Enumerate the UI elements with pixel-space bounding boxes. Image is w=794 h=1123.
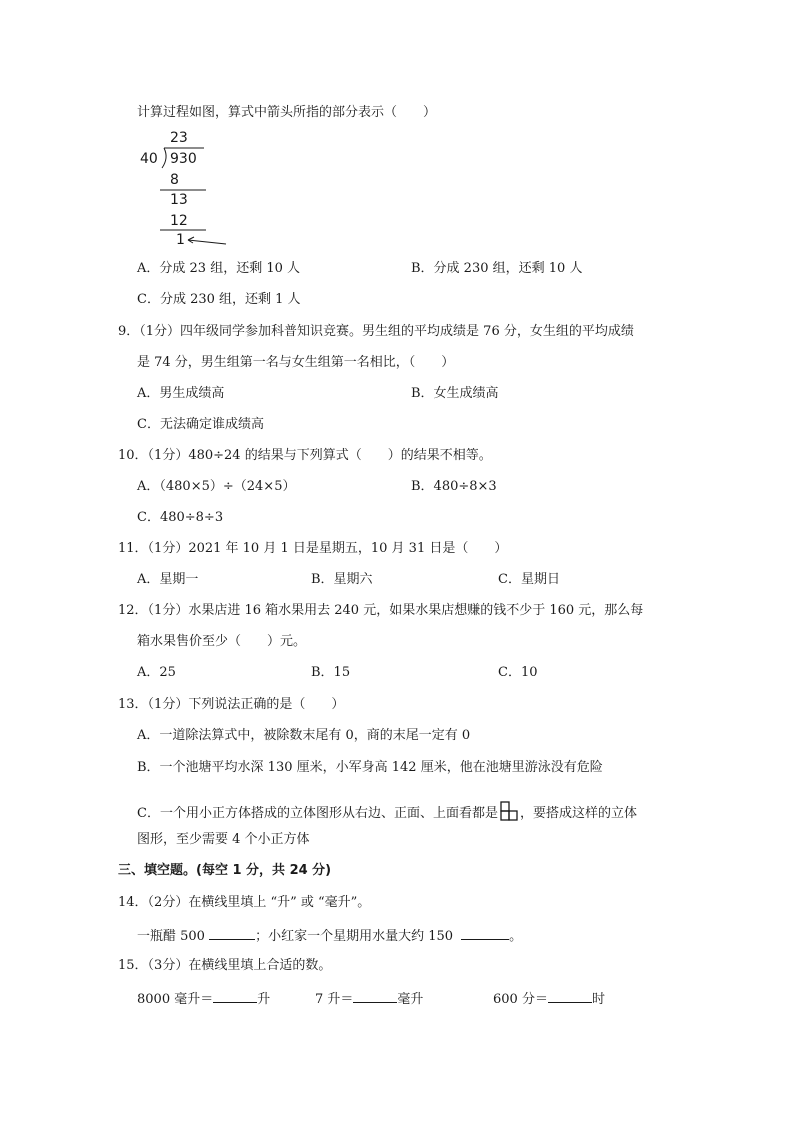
q15-item-b	[315, 990, 423, 1008]
q15-c-prefix: 600 分＝	[493, 992, 548, 1007]
remainder: 1	[176, 232, 185, 248]
q10-option-c[interactable]: C．480÷8÷3	[137, 510, 224, 525]
q11-option-a[interactable]: A．星期一	[137, 572, 199, 587]
dividend: 930	[170, 151, 197, 167]
cube-view-icon	[500, 801, 518, 821]
q8-option-c[interactable]: C．分成 230 组，还剩 1 人	[137, 292, 301, 307]
step-product-1: 8	[170, 172, 179, 188]
q11-stem: 11．（1分）2021 年 10 月 1 日是星期五，10 月 31 日是（ ）	[118, 541, 508, 556]
q11-option-c[interactable]: C．星期日	[498, 572, 560, 587]
q15-b-prefix: 7 升＝	[315, 992, 354, 1007]
q14-blank-1[interactable]	[209, 927, 255, 940]
q9-option-a[interactable]: A．男生成绩高	[137, 386, 225, 401]
q13-option-c-line2: 图形，至少需要 4 个小正方体	[137, 832, 310, 847]
division-lines	[138, 128, 230, 248]
q15-b-unit: 毫升	[397, 992, 424, 1007]
q15-c-unit: 时	[591, 992, 605, 1007]
quotient: 23	[170, 130, 188, 146]
q15-blank-c[interactable]	[548, 990, 592, 1003]
q13-option-c-text-b: ，要搭成这样的立体	[519, 806, 637, 821]
q13-option-c-text-a: C．一个用小正方体搭成的立体图形从右边、正面、上面看都是	[137, 806, 498, 821]
q12-stem-line2: 箱水果售价至少（ ）元。	[137, 634, 307, 649]
q14-fill-line	[137, 927, 522, 945]
q10-stem: 10．（1分）480÷24 的结果与下列算式（ ）的结果不相等。	[118, 448, 492, 463]
q13-option-b[interactable]: B．一个池塘平均水深 130 厘米，小军身高 142 厘米，他在池塘里游泳没有危险	[137, 760, 603, 775]
q9-option-b[interactable]: B．女生成绩高	[411, 386, 499, 401]
q14-part2: ；小红家一个星期用水量大约 150	[255, 929, 458, 944]
q12-option-a[interactable]: A．25	[137, 665, 176, 680]
q9-stem-line1: 9．（1分）四年级同学参加科普知识竞赛。男生组的平均成绩是 76 分，女生组的平均成绩	[118, 324, 634, 339]
q15-a-unit: 升	[257, 992, 271, 1007]
q13-stem: 13．（1分）下列说法正确的是（ ）	[118, 697, 345, 712]
q8-stem: 计算过程如图，算式中箭头所指的部分表示（ ）	[137, 105, 437, 120]
q15-a-prefix: 8000 毫升＝	[137, 992, 214, 1007]
q13-option-c-line1[interactable]	[137, 801, 637, 822]
q10-option-a[interactable]: A．（480×5）÷（24×5）	[137, 479, 296, 494]
q15-blank-b[interactable]	[353, 990, 397, 1003]
q9-option-c[interactable]: C．无法确定谁成绩高	[137, 417, 264, 432]
q15-stem: 15．（3分）在横线里填上合适的数。	[118, 958, 332, 973]
long-division-figure	[138, 128, 230, 248]
step-difference: 13	[170, 192, 188, 208]
q8-option-b[interactable]: B．分成 230 组，还剩 10 人	[411, 261, 583, 276]
q12-stem-line1: 12．（1分）水果店进 16 箱水果用去 240 元，如果水果店想赚的钱不少于 160 元，那么每	[118, 603, 644, 618]
q14-blank-2[interactable]	[461, 927, 509, 940]
q15-blank-a[interactable]	[213, 990, 257, 1003]
q11-option-b[interactable]: B．星期六	[311, 572, 373, 587]
q14-stem: 14．（2分）在横线里填上 “升” 或 “毫升”。	[118, 895, 371, 910]
q8-option-a[interactable]: A．分成 23 组，还剩 10 人	[137, 261, 301, 276]
q14-part1: 一瓶醋 500	[137, 929, 210, 944]
section3-title: 三、填空题。(每空 1 分，共 24 分)	[118, 863, 332, 878]
q15-item-c	[493, 990, 605, 1008]
divisor: 40	[140, 151, 158, 167]
q9-stem-line2: 是 74 分，男生组第一名与女生组第一名相比，（ ）	[137, 355, 455, 370]
q14-part3: 。	[509, 929, 523, 944]
step-product-2: 12	[170, 213, 188, 229]
q12-option-c[interactable]: C．10	[498, 665, 538, 680]
q13-option-a[interactable]: A．一道除法算式中，被除数末尾有 0，商的末尾一定有 0	[137, 728, 471, 743]
q12-option-b[interactable]: B．15	[311, 665, 351, 680]
q10-option-b[interactable]: B．480÷8×3	[411, 479, 497, 494]
q15-item-a	[137, 990, 270, 1008]
